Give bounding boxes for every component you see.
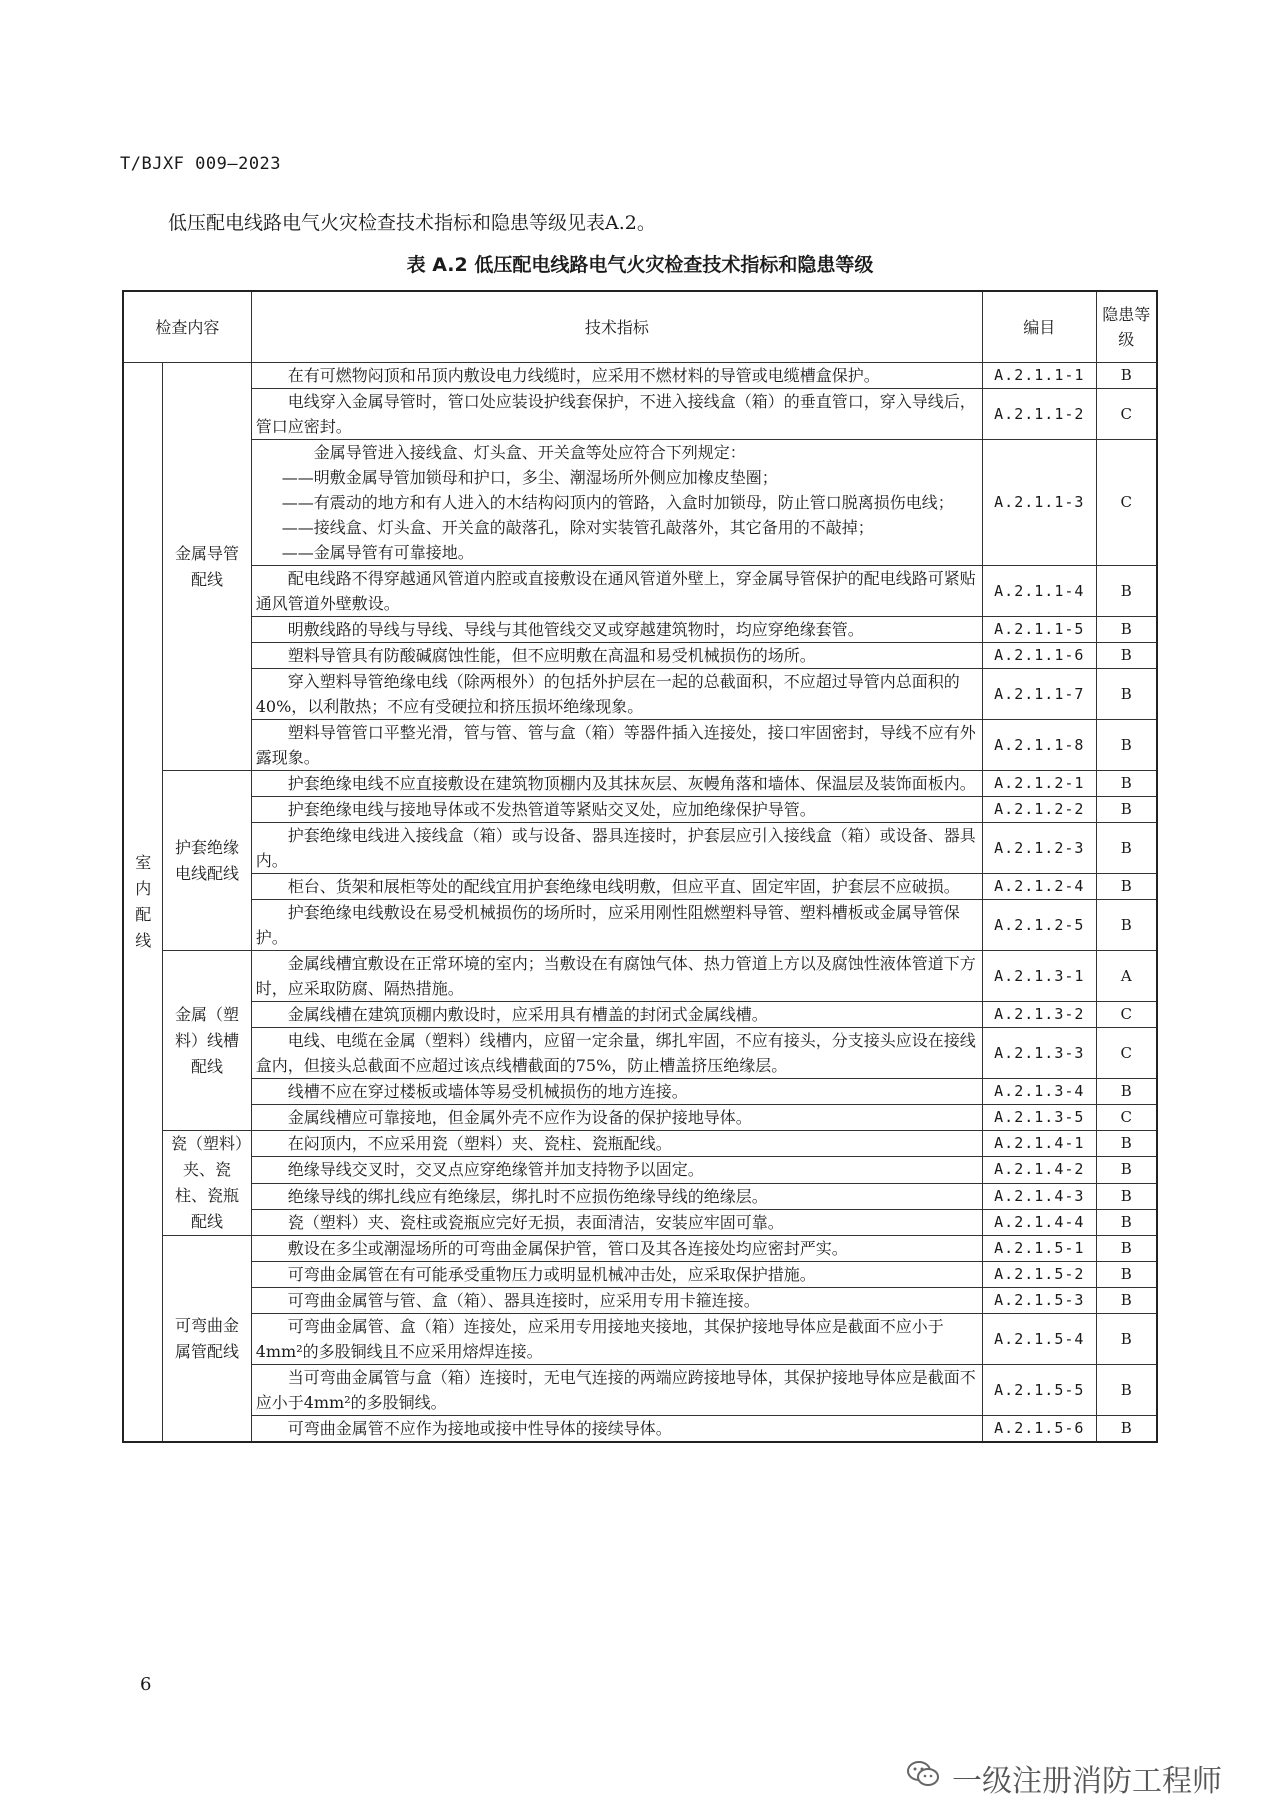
code-cell: A.2.1.5-3 [983, 1288, 1096, 1314]
grade-cell: C [1096, 1105, 1157, 1131]
grade-cell: B [1096, 720, 1157, 771]
page-number: 6 [140, 1674, 152, 1695]
table-row [123, 389, 1157, 440]
header-indicator: 技术指标 [251, 291, 982, 363]
spec-table [122, 290, 1158, 1443]
table-row [123, 617, 1157, 643]
table-row [123, 1183, 1157, 1209]
indicator-cell: 绝缘导线的绑扎线应有绝缘层，绑扎时不应损伤绝缘导线的绝缘层。 [251, 1183, 982, 1209]
grade-cell: B [1096, 1416, 1157, 1443]
table-row [123, 1365, 1157, 1416]
table-row [123, 1131, 1157, 1157]
watermark-text: 一级注册消防工程师 [952, 1764, 1222, 1799]
indicator-cell: 瓷（塑料）夹、瓷柱或瓷瓶应完好无损，表面清洁，安装应牢固可靠。 [251, 1209, 982, 1235]
header-grade: 隐患等级 [1096, 291, 1157, 363]
code-cell: A.2.1.1-2 [983, 389, 1096, 440]
code-cell: A.2.1.1-7 [983, 669, 1096, 720]
table-row [123, 874, 1157, 900]
table-row [123, 643, 1157, 669]
indicator-cell: 穿入塑料导管绝缘电线（除两根外）的包括外护层在一起的总截面积，不应超过导管内总面积的40%，以利散热；不应有受硬拉和挤压损坏绝缘现象。 [251, 669, 982, 720]
code-cell: A.2.1.2-3 [983, 823, 1096, 874]
subcategory-cell: 金属（塑料）线槽配线 [163, 951, 251, 1131]
code-cell: A.2.1.3-3 [983, 1028, 1096, 1079]
indicator-cell: 电线穿入金属导管时，管口处应装设护线套保护，不进入接线盒（箱）的垂直管口，穿入导线后，管口应密封。 [251, 389, 982, 440]
table-row [123, 1028, 1157, 1079]
category-cell: 室内配线 [123, 363, 163, 1443]
table-row [123, 900, 1157, 951]
code-cell: A.2.1.1-4 [983, 566, 1096, 617]
grade-cell: A [1096, 951, 1157, 1002]
indicator-cell: 当可弯曲金属管与盒（箱）连接时，无电气连接的两端应跨接地导体，其保护接地导体应是截面不应小于4mm²的多股铜线。 [251, 1365, 982, 1416]
table-row [123, 1002, 1157, 1028]
grade-cell: B [1096, 797, 1157, 823]
table-row [123, 720, 1157, 771]
table-header-row [123, 291, 1157, 363]
indicator-cell: 护套绝缘电线不应直接敷设在建筑物顶棚内及其抹灰层、灰幔角落和墙体、保温层及装饰面板内。 [251, 771, 982, 797]
grade-cell: C [1096, 1002, 1157, 1028]
code-cell: A.2.1.1-8 [983, 720, 1096, 771]
grade-cell: B [1096, 1131, 1157, 1157]
indicator-cell: 在闷顶内，不应采用瓷（塑料）夹、瓷柱、瓷瓶配线。 [251, 1131, 982, 1157]
indicator-cell: 线槽不应在穿过楼板或墙体等易受机械损伤的地方连接。 [251, 1079, 982, 1105]
code-cell: A.2.1.2-5 [983, 900, 1096, 951]
indicator-cell: 金属线槽在建筑顶棚内敷设时，应采用具有槽盖的封闭式金属线槽。 [251, 1002, 982, 1028]
grade-cell: B [1096, 1365, 1157, 1416]
table-row [123, 1416, 1157, 1443]
indicator-cell: 可弯曲金属管在有可能承受重物压力或明显机械冲击处，应采取保护措施。 [251, 1262, 982, 1288]
grade-cell: B [1096, 1209, 1157, 1235]
table-row [123, 1079, 1157, 1105]
code-cell: A.2.1.1-6 [983, 643, 1096, 669]
indicator-list-item: ——明敷金属导管加锁母和护口，多尘、潮湿场所外侧应加橡皮垫圈； [281, 468, 778, 487]
grade-cell: B [1096, 1183, 1157, 1209]
code-cell: A.2.1.1-1 [983, 363, 1096, 389]
table-body [123, 363, 1157, 1443]
table-row [123, 1288, 1157, 1314]
code-cell: A.2.1.5-2 [983, 1262, 1096, 1288]
indicator-cell: 护套绝缘电线进入接线盒（箱）或与设备、器具连接时，护套层应引入接线盒（箱）或设备、器具内。 [251, 823, 982, 874]
table-row [123, 951, 1157, 1002]
table-row [123, 1262, 1157, 1288]
grade-cell: B [1096, 643, 1157, 669]
table-row [123, 1209, 1157, 1235]
grade-cell: B [1096, 1314, 1157, 1365]
grade-cell: C [1096, 389, 1157, 440]
indicator-cell: 明敷线路的导线与导线、导线与其他管线交叉或穿越建筑物时，均应穿绝缘套管。 [251, 617, 982, 643]
watermark [906, 1756, 1222, 1800]
grade-cell: B [1096, 1262, 1157, 1288]
header-code: 编目 [983, 291, 1096, 363]
code-cell: A.2.1.3-4 [983, 1079, 1096, 1105]
table-row [123, 440, 1157, 566]
table-row [123, 1236, 1157, 1262]
subcategory-cell: 可弯曲金属管配线 [163, 1236, 251, 1443]
table-row [123, 823, 1157, 874]
grade-cell: B [1096, 1236, 1157, 1262]
grade-cell: B [1096, 363, 1157, 389]
table-title: 表 A.2 低压配电线路电气火灾检查技术指标和隐患等级 [406, 254, 874, 276]
indicator-cell: 敷设在多尘或潮湿场所的可弯曲金属保护管，管口及其各连接处均应密封严实。 [251, 1236, 982, 1262]
document-code: T/BJXF 009—2023 [120, 154, 282, 174]
indicator-cell: 柜台、货架和展柜等处的配线宜用护套绝缘电线明敷，但应平直、固定牢固，护套层不应破损。 [251, 874, 982, 900]
grade-cell: B [1096, 1079, 1157, 1105]
indicator-list-item: ——接线盒、灯头盒、开关盒的敲落孔，除对实装管孔敲落外，其它备用的不敲掉； [281, 518, 874, 537]
grade-cell: B [1096, 1288, 1157, 1314]
grade-cell: B [1096, 900, 1157, 951]
grade-cell: B [1096, 823, 1157, 874]
grade-cell: B [1096, 1157, 1157, 1183]
intro-paragraph: 低压配电线路电气火灾检查技术指标和隐患等级见表A.2。 [168, 212, 656, 234]
grade-cell: C [1096, 1028, 1157, 1079]
code-cell: A.2.1.2-2 [983, 797, 1096, 823]
indicator-cell: 护套绝缘电线与接地导体或不发热管道等紧贴交叉处，应加绝缘保护导管。 [251, 797, 982, 823]
indicator-cell [251, 440, 982, 566]
code-cell: A.2.1.1-5 [983, 617, 1096, 643]
code-cell: A.2.1.2-4 [983, 874, 1096, 900]
indicator-cell: 金属线槽应可靠接地，但金属外壳不应作为设备的保护接地导体。 [251, 1105, 982, 1131]
code-cell: A.2.1.2-1 [983, 771, 1096, 797]
code-cell: A.2.1.5-1 [983, 1236, 1096, 1262]
indicator-cell: 电线、电缆在金属（塑料）线槽内，应留一定余量，绑扎牢固，不应有接头，分支接头应设在接线盒内，但接头总截面不应超过该点线槽截面的75%，防止槽盖挤压绝缘层。 [251, 1028, 982, 1079]
grade-cell: B [1096, 874, 1157, 900]
indicator-cell: 在有可燃物闷顶和吊顶内敷设电力线缆时，应采用不燃材料的导管或电缆槽盒保护。 [251, 363, 982, 389]
grade-cell: B [1096, 771, 1157, 797]
indicator-cell: 绝缘导线交叉时，交叉点应穿绝缘管并加支持物予以固定。 [251, 1157, 982, 1183]
table-row [123, 797, 1157, 823]
indicator-cell: 可弯曲金属管不应作为接地或接中性导体的接续导体。 [251, 1416, 982, 1443]
table-row [123, 566, 1157, 617]
code-cell: A.2.1.3-1 [983, 951, 1096, 1002]
code-cell: A.2.1.1-3 [983, 440, 1096, 566]
indicator-cell: 可弯曲金属管与管、盒（箱）、器具连接时，应采用专用卡箍连接。 [251, 1288, 982, 1314]
table-row [123, 1157, 1157, 1183]
code-cell: A.2.1.3-2 [983, 1002, 1096, 1028]
grade-cell: B [1096, 566, 1157, 617]
subcategory-cell: 金属导管配线 [163, 363, 251, 771]
table-row [123, 669, 1157, 720]
table-row [123, 771, 1157, 797]
code-cell: A.2.1.5-6 [983, 1416, 1096, 1443]
code-cell: A.2.1.3-5 [983, 1105, 1096, 1131]
code-cell: A.2.1.5-5 [983, 1365, 1096, 1416]
indicator-list-item: ——金属导管有可靠接地。 [281, 543, 474, 562]
wechat-logo-icon [906, 1759, 940, 1797]
indicator-lead: 金属导管进入接线盒、灯头盒、开关盒等处应符合下列规定： [313, 443, 746, 462]
indicator-cell: 可弯曲金属管、盒（箱）连接处，应采用专用接地夹接地，其保护接地导体应是截面不应小于4mm²的多股铜线且不应采用熔焊连接。 [251, 1314, 982, 1365]
grade-cell: B [1096, 669, 1157, 720]
table-row [123, 1105, 1157, 1131]
code-cell: A.2.1.5-4 [983, 1314, 1096, 1365]
grade-cell: B [1096, 617, 1157, 643]
table-row [123, 1314, 1157, 1365]
indicator-list-item: ——有震动的地方和有人进入的木结构闷顶内的管路，入盒时加锁母，防止管口脱离损伤电线； [281, 493, 954, 512]
code-cell: A.2.1.4-1 [983, 1131, 1096, 1157]
header-content: 检查内容 [123, 291, 251, 363]
indicator-cell: 金属线槽宜敷设在正常环境的室内；当敷设在有腐蚀气体、热力管道上方以及腐蚀性液体管道下方时，应采取防腐、隔热措施。 [251, 951, 982, 1002]
indicator-cell: 塑料导管管口平整光滑，管与管、管与盒（箱）等器件插入连接处，接口牢固密封，导线不应有外露现象。 [251, 720, 982, 771]
table-row [123, 363, 1157, 389]
indicator-cell: 塑料导管具有防酸碱腐蚀性能，但不应明敷在高温和易受机械损伤的场所。 [251, 643, 982, 669]
code-cell: A.2.1.4-2 [983, 1157, 1096, 1183]
code-cell: A.2.1.4-3 [983, 1183, 1096, 1209]
indicator-cell: 护套绝缘电线敷设在易受机械损伤的场所时，应采用刚性阻燃塑料导管、塑料槽板或金属导管保护。 [251, 900, 982, 951]
subcategory-cell: 瓷（塑料）夹、瓷柱、瓷瓶配线 [163, 1131, 251, 1236]
code-cell: A.2.1.4-4 [983, 1209, 1096, 1235]
subcategory-cell: 护套绝缘电线配线 [163, 771, 251, 951]
grade-cell: C [1096, 440, 1157, 566]
indicator-cell: 配电线路不得穿越通风管道内腔或直接敷设在通风管道外壁上，穿金属导管保护的配电线路可紧贴通风管道外壁敷设。 [251, 566, 982, 617]
